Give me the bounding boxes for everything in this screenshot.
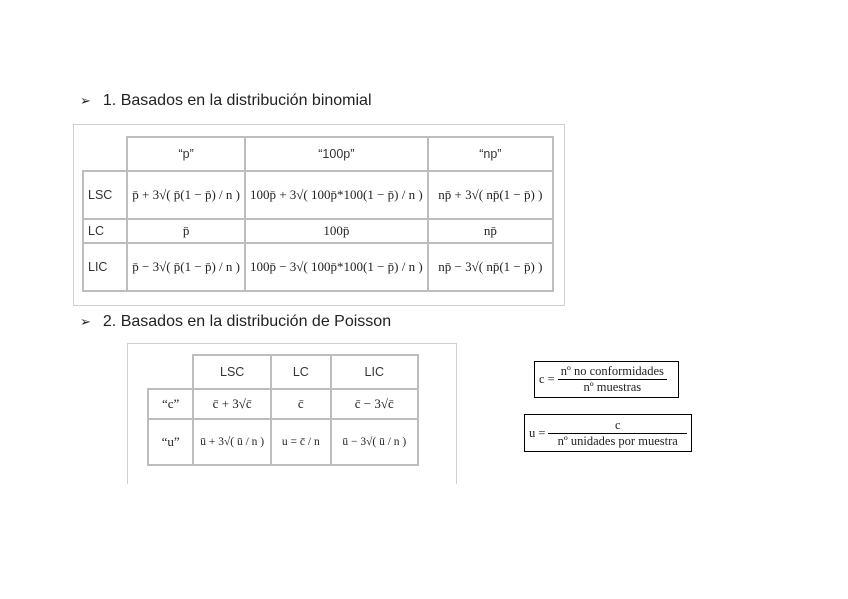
c-formula-box	[534, 361, 679, 398]
formula-cell: c̄ − 3√c̄	[331, 389, 418, 419]
c-formula-lhs: c =	[539, 372, 555, 386]
table-corner	[148, 355, 193, 389]
table-header-row	[148, 355, 418, 389]
c-formula-numerator: nº no conformidades	[558, 364, 667, 380]
binomial-table	[82, 136, 554, 292]
u-formula-numerator: c	[548, 418, 687, 434]
formula-cell: p̄	[127, 219, 245, 243]
u-formula-fraction	[548, 418, 687, 449]
section-1-title: 1. Basados en la distribución binomial	[102, 92, 372, 109]
poisson-table	[147, 354, 419, 466]
u-formula-box	[524, 414, 692, 452]
table-corner	[83, 137, 127, 171]
formula-cell: ū + 3√( ū / n )	[193, 419, 271, 465]
formula-cell: p̄ + 3√( p̄(1 − p̄) / n )	[127, 171, 245, 219]
table-row	[83, 219, 553, 243]
formula-cell: 100p̄ − 3√( 100p̄*100(1 − p̄) / n )	[245, 243, 428, 291]
section-1-heading	[80, 92, 372, 110]
formula-cell: 100p̄	[245, 219, 428, 243]
row-label: LIC	[83, 243, 127, 291]
formula-cell: np̄	[428, 219, 553, 243]
column-header: “100p”	[245, 137, 428, 171]
formula-cell: c̄ + 3√c̄	[193, 389, 271, 419]
table-row	[83, 171, 553, 219]
formula-cell: np̄ − 3√( np̄(1 − p̄) )	[428, 243, 553, 291]
formula-cell: c̄	[271, 389, 330, 419]
formula-cell: u = c̄ / n	[271, 419, 330, 465]
formula-cell: p̄ − 3√( p̄(1 − p̄) / n )	[127, 243, 245, 291]
formula-cell: np̄ + 3√( np̄(1 − p̄) )	[428, 171, 553, 219]
column-header: LIC	[331, 355, 418, 389]
c-formula-denominator: nº muestras	[583, 380, 642, 394]
row-label: “u”	[148, 419, 193, 465]
formula-cell: 100p̄ + 3√( 100p̄*100(1 − p̄) / n )	[245, 171, 428, 219]
column-header: LC	[271, 355, 330, 389]
section-2-heading	[80, 313, 391, 331]
column-header: “p”	[127, 137, 245, 171]
row-label: “c”	[148, 389, 193, 419]
section-2-title: 2. Basados en la distribución de Poisson	[102, 313, 392, 330]
table-header-row	[83, 137, 553, 171]
bullet-arrow-icon: ➢	[80, 93, 91, 108]
formula-cell: ū − 3√( ū / n )	[331, 419, 418, 465]
c-formula-fraction	[558, 364, 667, 395]
row-label: LC	[83, 219, 127, 243]
column-header: “np”	[428, 137, 553, 171]
u-formula-lhs: u =	[529, 425, 546, 440]
u-formula-denominator: nº unidades por muestra	[557, 433, 678, 448]
table-row	[148, 419, 418, 465]
bullet-arrow-icon: ➢	[80, 314, 91, 329]
row-label: LSC	[83, 171, 127, 219]
column-header: LSC	[193, 355, 271, 389]
table-row	[148, 389, 418, 419]
table-row	[83, 243, 553, 291]
